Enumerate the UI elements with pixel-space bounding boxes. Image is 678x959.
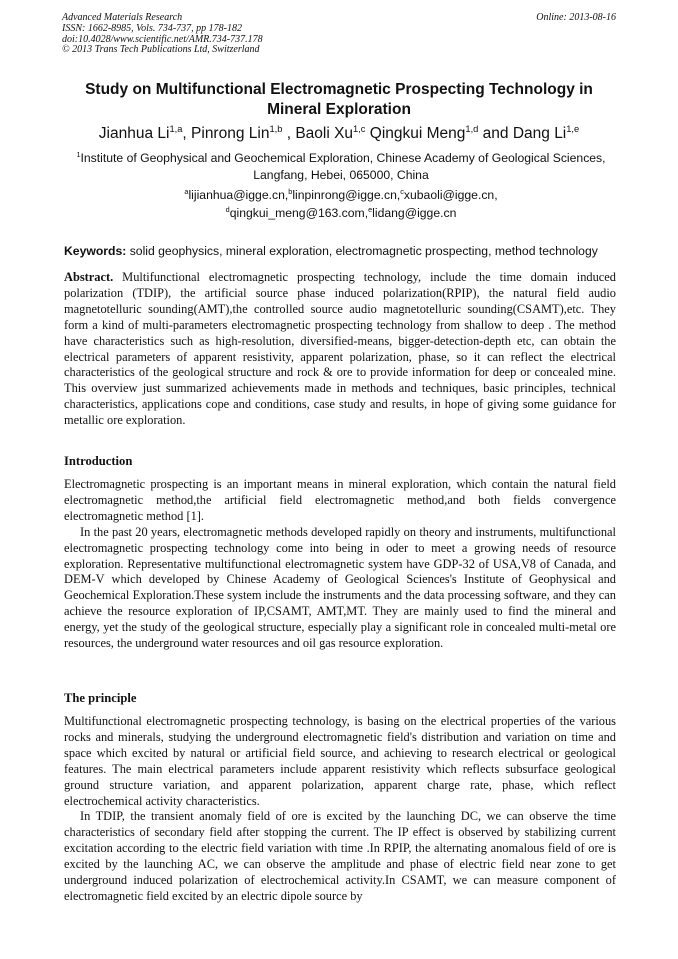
affiliation-sup: 1	[76, 149, 81, 159]
author-list	[30, 124, 648, 144]
journal-name: Advanced Materials Research	[62, 12, 183, 23]
principle-paragraph-1: Multifunctional electromagnetic prospecting technology, is basing on the electrical properties of the various rocks and minerals, studying the underground electromagnetic field's distribution and variation on time and space which excited by natural or artificial field source, and achieving to research electrical or geological features. The main electrical parameters include apparent resistivity which reflects subsurface geological ground structure variation, and apparent polarization, apparent charge rate, phase, which reflect electrochemical activity characteristics.	[64, 714, 616, 808]
email-address[interactable]: lidang@igge.cn	[372, 206, 457, 220]
principle-heading: The principle	[64, 691, 137, 705]
title-line-1: Study on Multifunctional Electromagnetic Prospecting Technology in	[85, 81, 593, 98]
abstract-text: Multifunctional electromagnetic prospecting technology, include the time domain induced polarization (TDIP), the artificial source phase induced polarization(RPIP), the natural field audio magnetotelluric sounding(AMT),the controlled source audio magnetotelluric sounding(CSAMT),etc. They form a kind of multi-parameters electromagnetic prospecting technology from shallow to deep . The method have characteristics such as high-resolution, diversified-means, bigger-detection-depth etc, can obtain the electrical parameters of apparent resistivity, apparent polarization, phase, so it can reflect the electrical characteristics of the geological structure and rock & ore to provide information for deep or concealed mine. This overview just summarized achievements made in methods and techniques, basic principles, technical characteristics, applications cope and conditions, case study and results, in hope of giving some guidance for metallic ore exploration.	[64, 270, 616, 428]
doi-line: doi:10.4028/www.scientific.net/AMR.734-737.178	[62, 33, 263, 45]
principle-section	[64, 714, 616, 905]
email-sup: b	[288, 186, 293, 196]
author-sup: 1,b	[269, 123, 283, 134]
email-address[interactable]: lijianhua@igge.cn,	[188, 188, 289, 202]
author-sep: ,	[182, 125, 192, 142]
author-name: Pinrong Lin	[191, 125, 270, 142]
author-sup: 1,a	[169, 123, 183, 134]
abstract-label: Abstract.	[64, 270, 114, 284]
affiliation-line-2: Langfang, Hebei, 065000, China	[253, 168, 429, 182]
affiliation	[64, 150, 618, 184]
author-name: Qingkui Meng	[369, 125, 466, 142]
author-sep: and	[478, 125, 513, 142]
title-line-2: Mineral Exploration	[267, 100, 411, 118]
author-sup: 1,c	[353, 123, 366, 134]
paper-title	[40, 80, 638, 119]
intro-paragraph-2: In the past 20 years, electromagnetic methods developed rapidly on theory and instruments, multifunctional electromagnetic prospecting technology come into being in oder to meet a growing needs of resource exploration. Representative multifunctional electromagnetic system have GDP-32 of USA,V8 of Canada, and DEM-V which developed by Chinese Academy of Geological Sciences's Institute of Geophysical and Geochemical Exploration.These system include the instruments and the data processing software, and they can achieve the resource exploration of IP,CSAMT, AMT,MT. They are mainly used to find the mineral and energy, yet the study of the geological structure, especially play a significant role in concealed multi-metal ore resources, the underground water resources and oil gas resource exploration.	[64, 524, 616, 651]
author-name: Baoli Xu	[295, 125, 354, 142]
email-address[interactable]: xubaoli@igge.cn,	[403, 188, 498, 202]
principle-paragraph-2: In TDIP, the transient anomaly field of ore is excited by the launching DC, we can observe the time characteristics of secondary field after stopping the current. The IP effect is observed by stabilizing current excitation according to the electric field variation with time .In RPIP, the alternating anomalous field of ore is excited by the launching AC, we can observe the amplitude and phase of electric field near zone to get underground induced polarization of electrochemical activity.In CSAMT, we can measure component of electromagnetic field excited by an electric dipole source by	[64, 809, 616, 903]
email-address[interactable]: qingkui_meng@163.com,	[229, 206, 369, 220]
email-address[interactable]: linpinrong@igge.cn,	[292, 188, 401, 202]
email-sup: d	[225, 204, 230, 214]
email-sup: e	[368, 204, 373, 214]
email-list	[64, 186, 618, 222]
issn-line: ISSN: 1662-8985, Vols. 734-737, pp 178-182	[62, 22, 242, 34]
author-sup: 1,e	[566, 123, 580, 134]
introduction-section	[64, 477, 616, 652]
author-name: Dang Li	[512, 125, 567, 142]
email-sup: c	[400, 186, 404, 196]
email-sup: a	[184, 186, 189, 196]
intro-paragraph-1: Electromagnetic prospecting is an important means in mineral exploration, which contain the natural field electromagnetic method,the artificial field electromagnetic method,and both fields convergence electromagnetic method [1].	[64, 477, 616, 523]
journal-header	[62, 13, 616, 56]
online-date: Online: 2013-08-16	[536, 12, 616, 23]
author-name: Jianhua Li	[98, 125, 170, 142]
introduction-heading: Introduction	[64, 454, 133, 468]
author-sup: 1,d	[465, 123, 479, 134]
keywords-line	[64, 244, 624, 259]
keywords-label: Keywords:	[64, 244, 127, 258]
abstract-section	[64, 270, 616, 429]
affiliation-line-1: Institute of Geophysical and Geochemical Exploration, Chinese Academy of Geological Sciences,	[80, 151, 606, 165]
copyright-line: © 2013 Trans Tech Publications Ltd, Switzerland	[62, 44, 260, 56]
author-sep: ,	[282, 125, 296, 142]
keywords-text: solid geophysics, mineral exploration, electromagnetic prospecting, method technology	[126, 244, 598, 258]
